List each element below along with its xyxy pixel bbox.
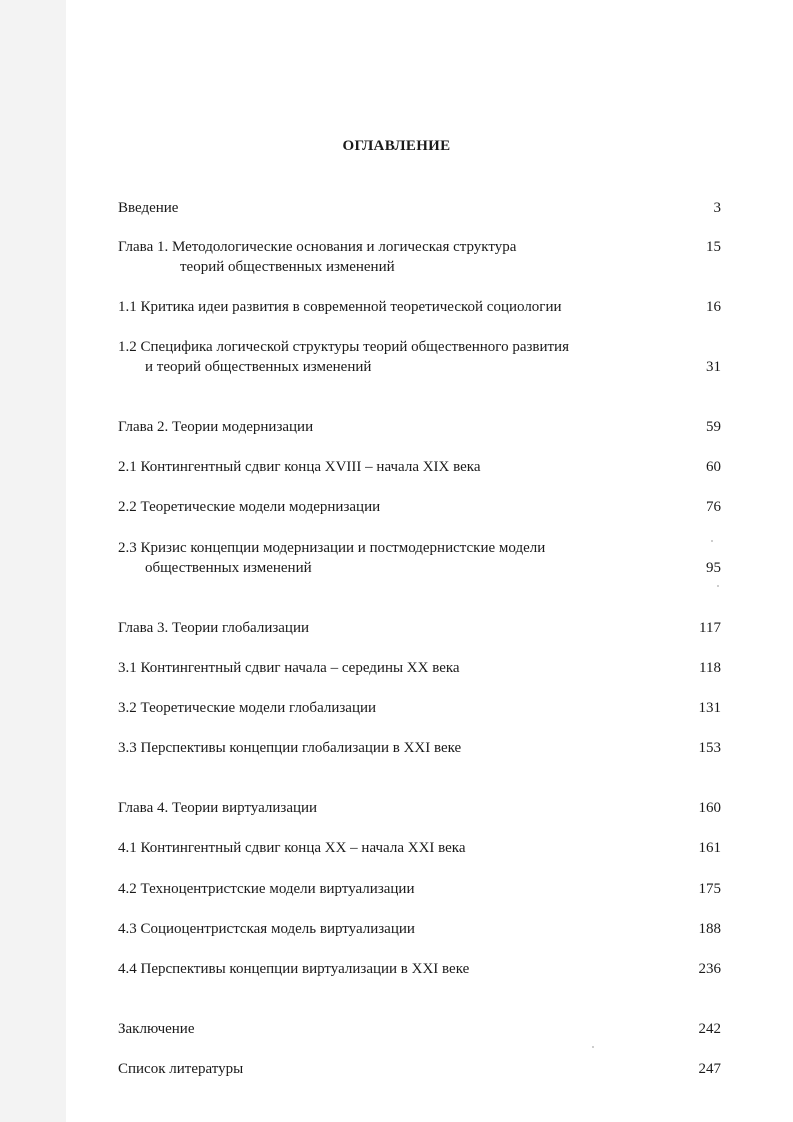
toc-entry-text-continuation: и теорий общественных изменений bbox=[145, 359, 372, 375]
toc-entry-text-continuation: общественных изменений bbox=[145, 560, 312, 576]
toc-entry-page: 3 bbox=[713, 200, 721, 216]
toc-entry-text: 4.4 Перспективы концепции виртуализации в XXI веке bbox=[118, 961, 470, 977]
toc-entry-section-4-3 bbox=[118, 919, 721, 939]
toc-entry-introduction bbox=[118, 198, 721, 218]
toc-entry-section-3-2 bbox=[118, 698, 721, 718]
toc-entry-section-2-2 bbox=[118, 497, 721, 517]
toc-entry-text: 2.2 Теоретические модели модернизации bbox=[118, 499, 381, 515]
toc-entry-text: Глава 3. Теории глобализации bbox=[118, 620, 310, 636]
toc-entry-text: 3.2 Теоретические модели глобализации bbox=[118, 700, 377, 716]
toc-entry-text: Глава 4. Теории виртуализации bbox=[118, 800, 318, 816]
scan-edge-shade bbox=[0, 0, 66, 1122]
toc-entry-text: Глава 1. Методологические основания и логическая структура bbox=[118, 239, 517, 255]
toc-entry-chapter-1 bbox=[118, 237, 721, 277]
scan-speck bbox=[711, 540, 713, 542]
toc-entry-text: Список литературы bbox=[118, 1061, 244, 1077]
toc-entry-page: 236 bbox=[698, 961, 721, 977]
toc-entry-page: 188 bbox=[698, 921, 721, 937]
toc-entry-section-4-1 bbox=[118, 838, 721, 858]
toc-entry-page: 59 bbox=[706, 419, 721, 435]
toc-entry-section-4-4 bbox=[118, 959, 721, 979]
toc-entry-section-3-1 bbox=[118, 658, 721, 678]
toc-entry-page: 153 bbox=[698, 740, 721, 756]
page-title: ОГЛАВЛЕНИЕ bbox=[342, 138, 451, 154]
toc-entry-conclusion bbox=[118, 1019, 721, 1039]
toc-entry-text: 4.1 Контингентный сдвиг конца XX – начала XXI века bbox=[118, 840, 466, 856]
toc-entry-page: 131 bbox=[698, 700, 721, 716]
toc-entry-text: 3.1 Контингентный сдвиг начала – середины XX века bbox=[118, 660, 460, 676]
toc-entry-page: 16 bbox=[706, 299, 721, 315]
toc-entry-section-1-1 bbox=[118, 297, 721, 317]
toc-entry-page: 76 bbox=[706, 499, 721, 515]
toc-entry-page: 161 bbox=[698, 840, 721, 856]
toc-entry-chapter-2 bbox=[118, 417, 721, 437]
toc-entry-page: 15 bbox=[706, 239, 721, 255]
toc-entry-text: Введение bbox=[118, 200, 179, 216]
scan-speck bbox=[592, 1046, 594, 1048]
toc-entry-page: 117 bbox=[699, 620, 721, 636]
toc-entry-section-4-2 bbox=[118, 879, 721, 899]
toc-entry-section-2-3 bbox=[118, 538, 721, 578]
toc-entry-text: 1.1 Критика идеи развития в современной теоретической социологии bbox=[118, 299, 562, 315]
toc-entry-text: 4.2 Техноцентристские модели виртуализации bbox=[118, 881, 415, 897]
toc-entry-text: Заключение bbox=[118, 1021, 195, 1037]
toc-entry-section-3-3 bbox=[118, 738, 721, 758]
toc-entry-chapter-4 bbox=[118, 798, 721, 818]
toc-entry-page: 175 bbox=[698, 881, 721, 897]
toc-entry-section-2-1 bbox=[118, 457, 721, 477]
toc-entry-text: 2.3 Кризис концепции модернизации и постмодернистские модели bbox=[118, 540, 546, 556]
toc-entry-text: 4.3 Социоцентристская модель виртуализации bbox=[118, 921, 415, 937]
toc-entry-page: 118 bbox=[699, 660, 721, 676]
toc-entry-page: 60 bbox=[706, 459, 721, 475]
toc-entry-text: Глава 2. Теории модернизации bbox=[118, 419, 314, 435]
toc-entry-text-continuation: теорий общественных изменений bbox=[180, 259, 395, 275]
toc-entry-text: 1.2 Специфика логической структуры теорий общественного развития bbox=[118, 339, 569, 355]
toc-entry-text: 3.3 Перспективы концепции глобализации в XXI веке bbox=[118, 740, 462, 756]
scan-speck bbox=[717, 585, 719, 587]
toc-entry-text: 2.1 Контингентный сдвиг конца XVIII – начала XIX века bbox=[118, 459, 481, 475]
toc-entry-page: 160 bbox=[698, 800, 721, 816]
toc-entry-page: 242 bbox=[698, 1021, 721, 1037]
toc-entry-page: 31 bbox=[706, 359, 721, 375]
toc-entry-page: 95 bbox=[706, 560, 721, 576]
toc-entry-bibliography bbox=[118, 1059, 721, 1079]
toc-entry-chapter-3 bbox=[118, 618, 721, 638]
toc-entry-section-1-2 bbox=[118, 337, 721, 377]
toc-entry-page: 247 bbox=[698, 1061, 721, 1077]
